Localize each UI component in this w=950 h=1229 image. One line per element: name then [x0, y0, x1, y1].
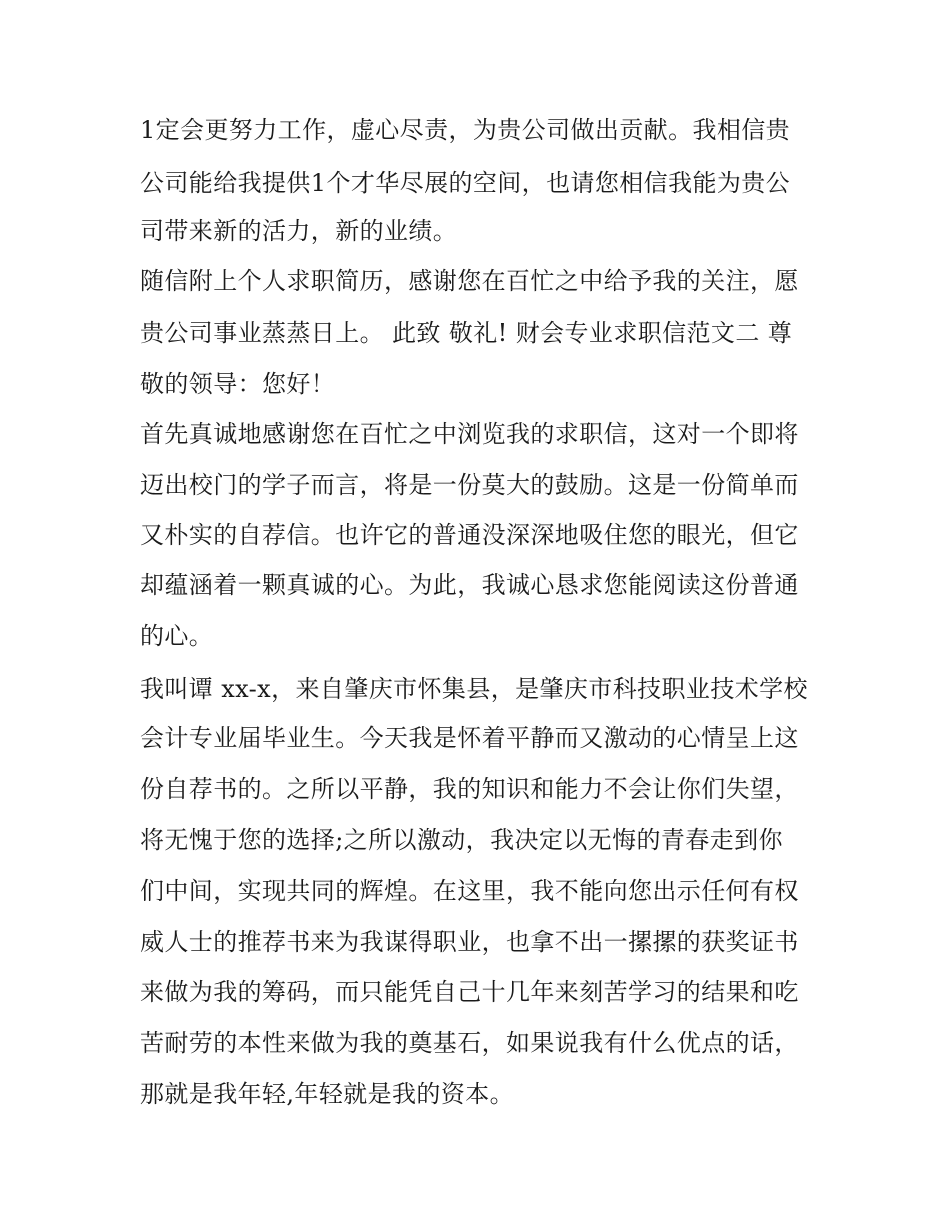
text-line: 份自荐书的。之所以平静，我的知识和能力不会让你们失望， [140, 775, 799, 803]
text-line: 苦耐劳的本性来做为我的奠基石，如果说我有什么优点的话， [140, 1029, 799, 1057]
text-line: 我叫谭 xx-x，来自肇庆市怀集县，是肇庆市科技职业技术学校 [140, 675, 808, 703]
text-line: 却蕴涵着一颗真诚的心。为此，我诚心恳求您能阅读这份普通 [140, 571, 799, 599]
text-line: 来做为我的筹码，而只能凭自己十几年来刻苦学习的结果和吃 [140, 978, 799, 1006]
text-line: 会计专业届毕业生。今天我是怀着平静而又激动的心情呈上这 [140, 724, 799, 752]
text-line: 公司能给我提供1个才华尽展的空间，也请您相信我能为贵公 [140, 169, 791, 197]
text-line: 们中间，实现共同的辉煌。在这里，我不能向您出示任何有权 [140, 877, 799, 905]
text-line: 迈出校门的学子而言，将是一份莫大的鼓励。这是一份简单而 [140, 471, 799, 499]
text-line: 威人士的推荐书来为我谋得职业，也拿不出一摞摞的获奖证书 [140, 928, 799, 956]
text-line: 又朴实的自荐信。也许它的普通没深深地吸住您的眼光，但它 [140, 521, 799, 549]
text-line: 1定会更努力工作，虚心尽责，为贵公司做出贡献。我相信贵 [140, 116, 791, 144]
text-line: 敬的领导：您好！ [140, 370, 336, 398]
text-line: 的心。 [140, 622, 214, 650]
text-line: 贵公司事业蒸蒸日上。 此致 敬礼! 财会专业求职信范文二 尊 [140, 319, 793, 347]
text-line: 将无愧于您的选择;之所以激动，我决定以无悔的青春走到你 [140, 826, 783, 854]
text-line: 随信附上个人求职简历，感谢您在百忙之中给予我的关注，愿 [140, 267, 799, 295]
text-line: 司带来新的活力，新的业绩。 [140, 217, 458, 245]
text-line: 那就是我年轻,年轻就是我的资本。 [140, 1080, 515, 1108]
text-line: 首先真诚地感谢您在百忙之中浏览我的求职信，这对一个即将 [140, 420, 799, 448]
